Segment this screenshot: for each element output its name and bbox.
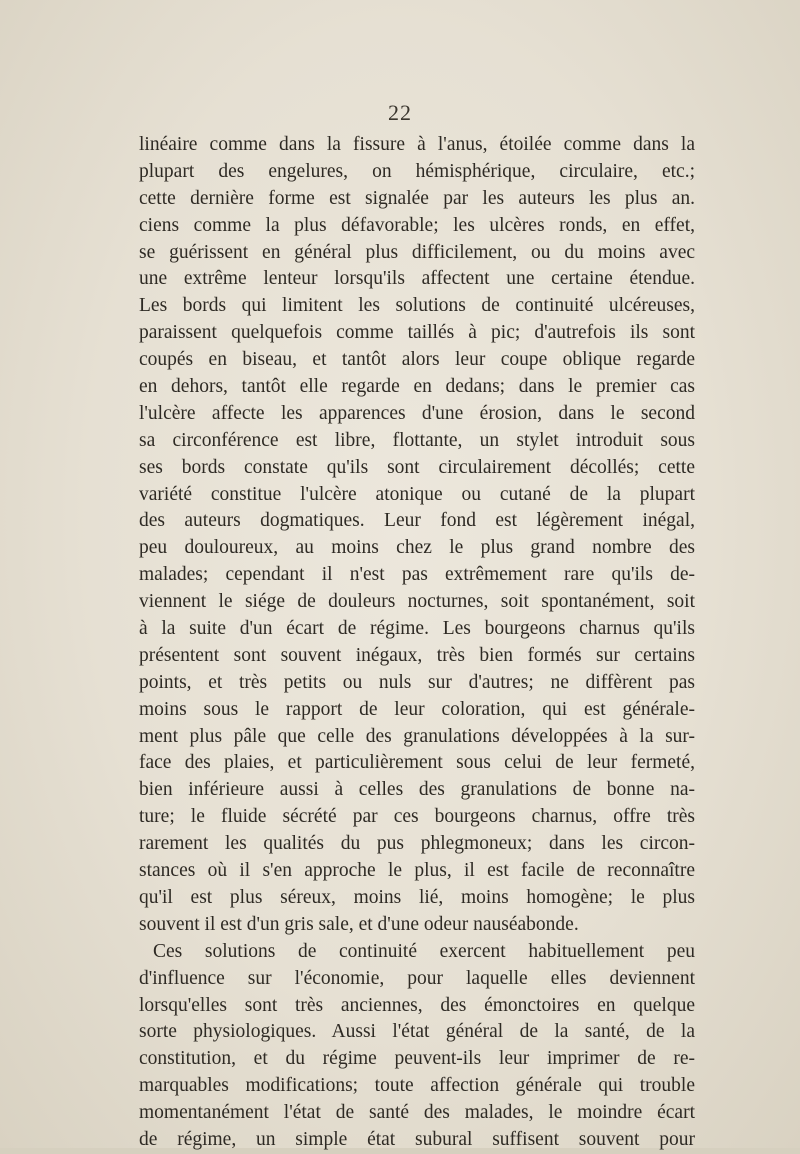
text-line: stances où il s'en approche le plus, il est facile de reconnaître — [139, 860, 695, 882]
text-line: ment plus pâle que celle des granulations développées à la sur- — [139, 725, 695, 747]
text-line: paraissent quelquefois comme taillés à pic; d'autrefois ils sont — [139, 322, 695, 344]
text-line: coupés en biseau, et tantôt alors leur coupe oblique regarde — [139, 349, 695, 371]
text-line: rarement les qualités du pus phlegmoneux; dans les circon- — [139, 833, 695, 855]
text-line: des auteurs dogmatiques. Leur fond est légèrement inégal, — [139, 510, 695, 532]
text-line: moins sous le rapport de leur coloration, qui est générale- — [139, 698, 695, 720]
text-line: Les bords qui limitent les solutions de continuité ulcéreuses, — [139, 295, 695, 317]
text-line: qu'il est plus séreux, moins lié, moins homogène; le plus — [139, 886, 695, 908]
text-line: plupart des engelures, on hémisphérique, circulaire, etc.; — [139, 160, 695, 182]
text-line: ciens comme la plus défavorable; les ulcères ronds, en effet, — [139, 214, 695, 236]
text-line: ses bords constate qu'ils sont circulairement décollés; cette — [139, 456, 695, 478]
text-line: de régime, un simple état subural suffisent souvent pour — [139, 1128, 695, 1150]
text-line: l'ulcère affecte les apparences d'une érosion, dans le second — [139, 402, 695, 424]
text-line: cette dernière forme est signalée par les auteurs les plus an. — [139, 187, 695, 209]
page-number: 22 — [388, 100, 412, 125]
text-line: peu douloureux, au moins chez le plus grand nombre des — [139, 537, 695, 559]
text-line: sorte physiologiques. Aussi l'état général de la santé, de la — [139, 1021, 695, 1043]
text-line: souvent il est d'un gris sale, et d'une odeur nauséabonde. — [139, 913, 579, 935]
text-line: lorsqu'elles sont très anciennes, des émonctoires en quelque — [139, 994, 695, 1016]
text-line: viennent le siége de douleurs nocturnes, soit spontanément, soit — [139, 591, 695, 613]
text-line: à la suite d'un écart de régime. Les bourgeons charnus qu'ils — [139, 618, 695, 640]
text-line: ture; le fluide sécrété par ces bourgeons charnus, offre très — [139, 806, 695, 828]
text-line: se guérissent en général plus difficilement, ou du moins avec — [139, 241, 695, 263]
body-text — [139, 132, 695, 1154]
text-line: présentent sont souvent inégaux, très bien formés sur certains — [139, 644, 695, 666]
text-line: bien inférieure aussi à celles des granulations de bonne na- — [139, 779, 695, 801]
text-line: face des plaies, et particulièrement sous celui de leur fermeté, — [139, 752, 695, 774]
text-line: sa circonférence est libre, flottante, un stylet introduit sous — [139, 429, 695, 451]
text-line: variété constitue l'ulcère atonique ou cutané de la plupart — [139, 483, 695, 505]
text-line: momentanément l'état de santé des malades, le moindre écart — [139, 1102, 695, 1124]
text-line: une extrême lenteur lorsqu'ils affectent une certaine étendue. — [139, 268, 695, 290]
text-line: points, et très petits ou nuls sur d'autres; ne diffèrent pas — [139, 671, 695, 693]
text-line: en dehors, tantôt elle regarde en dedans; dans le premier cas — [139, 376, 695, 398]
text-line: malades; cependant il n'est pas extrêmement rare qu'ils de- — [139, 564, 695, 586]
text-line: marquables modifications; toute affection générale qui trouble — [139, 1075, 695, 1097]
text-line: linéaire comme dans la fissure à l'anus, étoilée comme dans la — [139, 134, 695, 155]
text-line: Ces solutions de continuité exercent habituellement peu — [153, 940, 695, 962]
text-line: constitution, et du régime peuvent-ils leur imprimer de re- — [139, 1048, 695, 1070]
text-line: d'influence sur l'économie, pour laquelle elles deviennent — [139, 967, 695, 989]
